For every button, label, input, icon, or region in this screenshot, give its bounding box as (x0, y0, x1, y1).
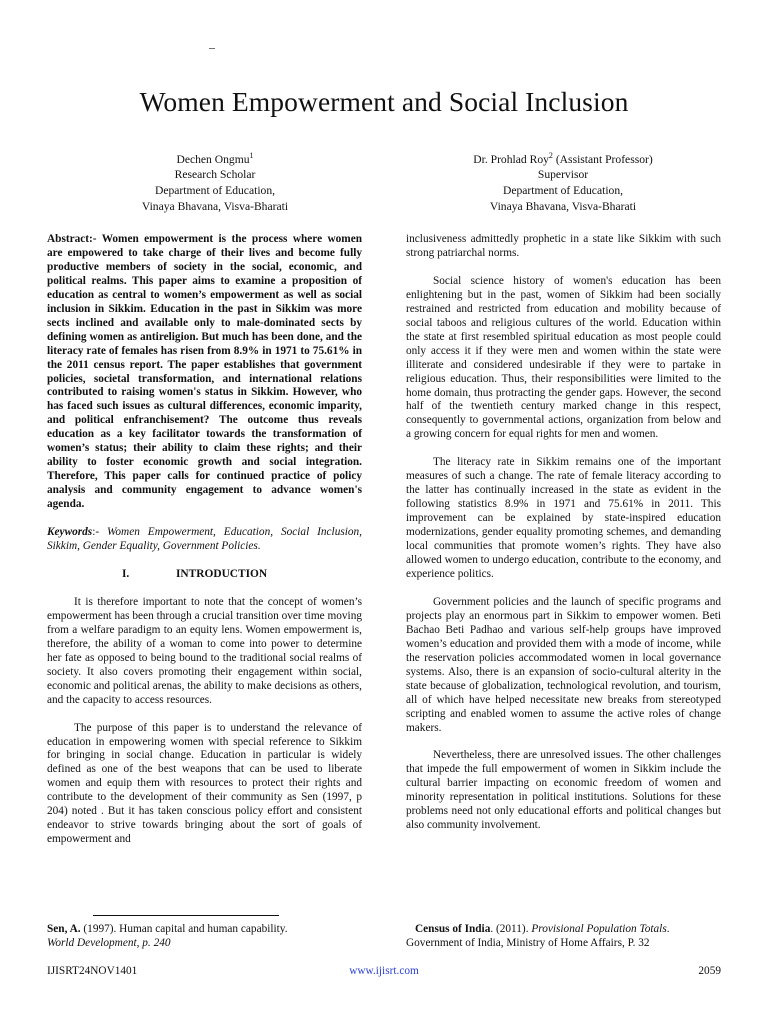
journal-link[interactable]: www.ijisrt.com (349, 965, 419, 977)
author-role: Supervisor (537, 168, 589, 182)
footnote-right: Census of India. (2011). Provisional Population Totals. Government of India, Ministry of Home Affairs, P. 32 (406, 923, 670, 949)
header-mark: – (209, 40, 215, 54)
body-paragraph: It is therefore important to note that the concept of women’s empowerment has been through a crucial transition over time moving from a welfare paradigm to an equity lens. Women empowerment is, therefore, the ability of a woman to come into power to determine her fate as opposed to being bound to the traditional social realms of society. It also covers promoting their engagement within social, economic and political arenas, the ability to make decisions as others, and the capacity to access resources. (47, 595, 362, 706)
body-paragraph: Social science history of women's education has been enlightening but in the past, women of Sikkim had been socially restrained and restricted from education and mobility because of social taboos and religious cultures of the world. Education within the state at first resembled spiritual education as most people could only access it if they were men and women within the state were illiterate and considered undesirable if they were to partake in religious education. Thus, their responsibilities were limited to the home domain, thus protracting the gender gaps. However, the second half of the twentieth century marked change in this respect, consequently to governmental actions, organization from below and a growing concern for equal rights for men and women. (406, 274, 721, 441)
author-department: Department of Education, (502, 184, 624, 198)
author-block-1 (80, 148, 350, 214)
author-name: Dr. Prohlad Roy$^2$ (Assistant Professor) (473, 151, 653, 166)
body-paragraph: Government policies and the launch of specific programs and projects play an enormous part in Sikkim to empower women. Beti Bachao Beti Padhao and various self-help groups have improved women’s education and provided them with a mode of income, while the reservation policies accommodated women in local governance systems. Also, there is an expansion of socio-cultural alterity in the state because of globalization, technological revolution, and tourism, all of which have helped necessitate new breaks from stereotyped scripting and enabled women to assume the active roles of change makers. (406, 595, 721, 734)
author-block-2 (418, 148, 708, 214)
body-paragraph: The literacy rate in Sikkim remains one of the important measures of such a change. The rate of female literacy according to the latter has continually increased in the state as evident in the following statistics 8.9% in 1971 and 75.61% in 2011. This improvement can be explained by state-inspired education modernizations, gender equality promoting schemes, and demanding local communities that promote women’s rights. They have also allowed women to undergo education, contribute to the economy, and experience politics. (406, 456, 721, 580)
body-paragraph: The purpose of this paper is to understand the relevance of education in empowering women with special reference to Sikkim for bringing in social change. Education in particular is widely defined as one of the best weapons that can be used to liberate women and equip them with resources to protect their rights and contribute to the development of their community as Sen (1997, p 204) noted . But it has taken conscious policy effort and consistent endeavor to strive towards bringing about the sort of goals of empowerment and (47, 721, 362, 846)
body-paragraph: Nevertheless, there are unresolved issues. The other challenges that impede the full empowerment of women in Sikkim include the cultural barrier impacting on economic freedom of women and minority representation in political institutions. Solutions for these problems need not only educational efforts and political changes but also community involvement. (406, 749, 721, 832)
paper-title: Women Empowerment and Social Inclusion (139, 86, 629, 117)
author-department: Department of Education, (154, 184, 276, 198)
body-paragraph-continuation: inclusiveness admittedly prophetic in a state like Sikkim with such strong patriarchal norms. (406, 233, 721, 259)
footnote-left: Sen, A. (1997). Human capital and human capability. World Development, p. 240 (47, 923, 288, 949)
right-column (406, 233, 721, 833)
author-name: Dechen Ongmu$^1$ (176, 151, 254, 166)
page-number: 2059 (698, 965, 721, 977)
keywords: Keywords:- Women Empowerment, Education, Social Inclusion, Sikkim, Gender Equality, Government Policies. (47, 526, 362, 553)
section-heading: I. INTRODUCTION (122, 567, 268, 580)
paper-id: IJISRT24NOV1401 (47, 965, 138, 977)
abstract: Abstract:- Women empowerment is the process where women are empowered to take charge of their lives and become fully productive members of society in the social, economic, and political realms. This paper aims to examine a proposition of education as central to women’s empowerment as well as social inclusion in Sikkim. Education in the past in Sikkim was more sects inclined and available only to male-dominated sects by defining women as antireligion. But much has been done, and the literacy rate of females has risen from 8.9% in 1971 to 75.61% in the 2011 census report. The paper establishes that government policies, societal transformation, and international relations contributed to raising women's status in Sikkim. However, who has faced such issues as cultural differences, economic imparity, and political enfranchisement? The outcome thus reveals education as a key facilitator towards the transformation of women’s status; their ability to claim these rights; and their ability to foster economic growth and social integration. Therefore, This paper calls for continued practice of policy analysis and community engagement to advance women's agenda. (47, 233, 362, 511)
author-affiliation: Vinaya Bhavana, Visva-Bharati (489, 199, 637, 213)
left-column (47, 233, 362, 847)
author-role: Research Scholar (174, 168, 256, 182)
author-affiliation: Vinaya Bhavana, Visva-Bharati (141, 199, 289, 213)
footnote-divider (93, 915, 279, 916)
